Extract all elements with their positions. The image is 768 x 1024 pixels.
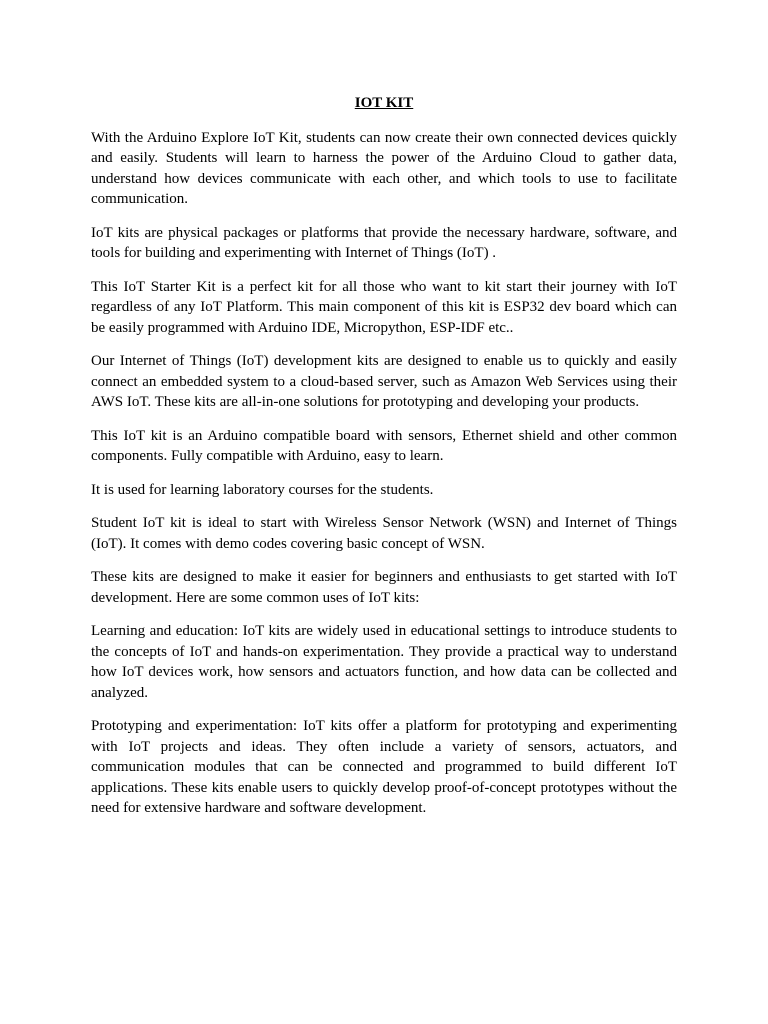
paragraph-arduino-compatible: This IoT kit is an Arduino compatible board with sensors, Ethernet shield and other common components. Fully compatible with Arduino, easy to learn. — [91, 427, 677, 464]
paragraph-laboratory-courses: It is used for learning laboratory courses for the students. — [91, 481, 434, 498]
paragraph-student-kit: Student IoT kit is ideal to start with Wireless Sensor Network (WSN) and Internet of Things (IoT). It comes with demo codes covering basic concept of WSN. — [91, 515, 677, 552]
paragraph-learning-education: Learning and education: IoT kits are widely used in educational settings to introduce students to the concepts of IoT and hands-on experimentation. They provide a practical way to understand how IoT devices work, how sensors and actuators function, and how data can be collected and analyzed. — [91, 623, 677, 701]
paragraph-prototyping: Prototyping and experimentation: IoT kits offer a platform for prototyping and experimenting with IoT projects and ideas. They often include a variety of sensors, actuators, and communication modules that can be connected and programmed to build different IoT applications. These kits enable users to quickly develop proof-of-concept prototypes without the need for extensive hardware and software development. — [91, 718, 677, 816]
paragraph-starter-kit: This IoT Starter Kit is a perfect kit for all those who want to kit start their journey with IoT regardless of any IoT Platform. This main component of this kit is ESP32 dev board which can be easily programmed with Arduino IDE, Micropython, ESP-IDF etc.. — [91, 278, 677, 336]
paragraph-development-kits: Our Internet of Things (IoT) development kits are designed to enable us to quickly and easily connect an embedded system to a cloud-based server, such as Amazon Web Services using their AWS IoT. These kits are all-in-one solutions for prototyping and developing your products. — [91, 353, 677, 410]
paragraph-arduino-explore-kit: With the Arduino Explore IoT Kit, students can now create their own connected devices quickly and easily. Students will learn to harness the power of the Arduino Cloud to gather data, understand how devices communicate with each other, and which tools to use to facilitate communication. — [91, 129, 677, 207]
paragraph-iot-kits-definition: IoT kits are physical packages or platforms that provide the necessary hardware, software, and tools for building and experimenting with Internet of Things (IoT) . — [91, 224, 677, 261]
document-page — [91, 93, 677, 832]
paragraph-common-uses-intro: These kits are designed to make it easier for beginners and enthusiasts to get started with IoT development. Here are some common uses of IoT kits: — [91, 569, 677, 606]
document-title: IOT KIT — [354, 95, 414, 111]
